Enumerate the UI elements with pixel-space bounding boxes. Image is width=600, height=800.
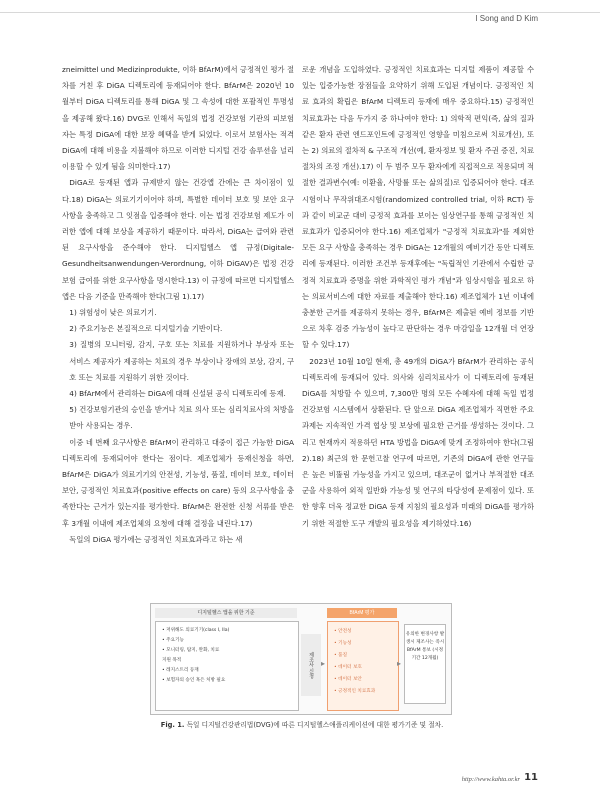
evaluation-item: • 긍정적인 치료효과 xyxy=(334,689,376,694)
paragraph: 로운 개념을 도입하였다. 긍정적인 치료효과는 디지털 제품이 제공할 수 있는 입증가능한 장점들을 요약하기 위해 도입된 개념이다. 긍정적인 치료 효과의 확립은 BfArM 디렉토리 등재에 매우 중요하다.15) 긍정적인 치료효과는 다음 두가지 중 하나여야 한다: 1) 의학적 편익(즉, 삶의 질과 같은 환자 관련 엔드포인트에 긍정적인 영향을 미침으로써 치료개선), 또는 2) 의료의 절차적 & 구조적 개선(예, 환자정보 및 환자 주권 증진, 치료절차의 조정 개선).17) 이 두 범주 모두 환자에게 직접적으로 적용되며 적절한 결과변수(예: 이환율, 사망률 또는 삶의질)로 입증되어야 한다. 대조시험이나 무작위대조시험(randomized controlled trial, 이하 RCT) 등과 같이 비교군 대비 긍정적 효과를 보이는 임상연구를 통해 긍정적인 치료효과가 입증되어야 한다.16) 제조업체가 "긍정적 치료효과"를 제외한 모든 요구 사항을 충족하는 경우 DiGA는 12개월의 예비기간 동안 디렉토리에 등재된다. 이러한 조건부 등재후에는 "독립적인 기관에서 수립한 긍정적 치료효과 증명을 위한 과학적인 평가 개념"과 임상시험을 필요로 하는 의료서비스에 대한 자료를 제출해야 한다.16) 제조업체가 1년 이내에 충분한 근거를 제공하지 못하는 경우, BfArM은 제출된 예비 정보를 기반으로 차후 검증 가능성이 높다고 판단하는 경우 마감일을 12개월 더 연장할 수 있다.17) xyxy=(302,65,534,350)
left-column xyxy=(62,62,294,548)
caption-text: 독일 디지털건강관리법(DVG)에 따른 디지털헬스애플리케이션에 대한 평가기준 및 절차. xyxy=(184,721,444,729)
journal-url[interactable]: http://www.kahta.or.kr xyxy=(461,776,520,783)
evaluation-item: • 안전성 xyxy=(334,629,352,634)
evaluation-item: • 데이터 보안 xyxy=(334,677,362,682)
paragraph: zneimittel und Medizinprodukte, 이하 BfArM)에서 긍정적인 평가 절차를 거친 후 DiGA 디렉토리에 등재되어야 한다. BfArM은 2020년 10월부터 DiGA 디렉토리를 통해 DiGA 및 그 속성에 대한 포괄적인 투명성을 제공해 왔다.16) DVG로 인해서 독일의 법정 건강보험 기관의 피보험자는 특정 DiGA에 대한 보장 혜택을 받게 되었다. 이로서 보험사는 적격 DiGA에 대해 비용을 지불해야 하므로 이러한 디지털 건강 솔루션을 널리 이용할 수 있게 됨을 의미한다.17) xyxy=(62,65,294,172)
right-column xyxy=(302,62,534,532)
application-step: 제조사 신청 xyxy=(301,634,321,696)
criteria-item: 지원 목적 xyxy=(162,658,182,663)
paragraph: 이중 네 번째 요구사항은 BfArM이 관리하고 대중이 접근 가능한 DiGA 디렉토리에 등재되어야 한다는 점이다. 제조업체가 등재신청을 하면, BfArM은 DiGA가 의료기기의 안전성, 기능성, 품질, 데이터 보호, 데이터 보안, 긍정적인 치료효과(positive effects on care) 등의 요구사항을 충족한다는 근거가 있는지를 평가한다. BfArM은 완전한 신청 서류를 받은 후 3개월 이내에 제조업체의 요청에 대해 결정을 내린다.17) xyxy=(62,437,294,528)
caption-label: Fig. 1. xyxy=(160,721,185,729)
evaluation-box xyxy=(327,621,402,711)
criteria-item: • 모니터링, 탐지, 완화, 치료 xyxy=(162,648,220,653)
list-item: 3) 질병의 모니터링, 감지, 구호 또는 치료를 지원하거나 부상자 또는 서비스 제공자가 제공하는 치료의 경우 부상이나 장애의 보상, 감지, 구호 또는 치료를 지원하기 위한 것이다. xyxy=(69,340,294,382)
change-notice-box: 유의한 변경사항 발생시 제조사는 즉시 BfArM 통보 (시정기간 12개월) xyxy=(404,624,446,704)
header-rule xyxy=(0,12,600,13)
list-item: 4) BfArM에서 관리하는 DiGA에 대해 신설된 공식 디렉토리에 등재. xyxy=(69,389,286,399)
list-item: 2) 주요기능은 본질적으로 디지털기술 기반이다. xyxy=(69,324,223,334)
running-head: I Song and D Kim xyxy=(475,14,538,23)
criteria-item: • 저위해도 의료기기(class I, IIa) xyxy=(162,628,230,633)
evaluation-item: • 기능성 xyxy=(334,641,352,646)
criteria-item: • 레지스트리 등재 xyxy=(162,668,199,673)
evaluation-item: • 품질 xyxy=(334,653,348,658)
list-item: 5) 건강보험기관의 승인을 받거나 치료 의사 또는 심리치료사의 처방을 받아 사용되는 경우. xyxy=(69,405,294,431)
figure-caption xyxy=(92,719,512,729)
criteria-item: • 보험자의 승인 혹은 처방 필요 xyxy=(162,678,226,683)
paragraph: DiGA로 등재된 앱과 규제받지 않는 건강앱 간에는 큰 차이점이 있다.18) DiGA는 의료기기이어야 하며, 특별한 데이터 보호 및 보안 요구 사항을 충족하고 그 잇점을 입증해야 한다. 이는 법정 건강보험 제도가 이러한 앱에 대해 보상을 제공하기 때문이다. 따라서, DiGA는 급여와 관련된 요구사항을 준수해야 한다. 디지털헬스 앱 규정(Digitale-Gesundheitsanwendungen-Verordnung, 이하 DiGAV)은 법정 건강보험 급여를 위한 요구사항을 명시한다.13) 이 규정에 따르면 디지털헬스앱은 다음 기준을 만족해야 한다(그림 1).17) xyxy=(62,178,294,301)
criteria-box-title: 디지털헬스 앱을 위한 기준 xyxy=(155,608,297,618)
criteria-item: • 주요기능 xyxy=(162,638,184,643)
arrow-right-icon: ▸ xyxy=(397,659,402,668)
list-item: 1) 위험성이 낮은 의료기기. xyxy=(69,308,157,318)
figure-1 xyxy=(150,603,452,715)
arrow-right-icon: ▸ xyxy=(321,659,326,668)
criteria-box xyxy=(155,621,299,711)
evaluation-box-title: BfArM 평가 xyxy=(327,608,397,618)
page-number: 11 xyxy=(524,772,538,783)
paragraph: 2023년 10월 10일 현재, 총 49개의 DiGA가 BfArM가 관리하는 공식 디렉토리에 등재되어 있다. 의사와 심리치료사가 이 디렉토리에 등재된 DiGA를 처방할 수 있으며, 7,300만 명의 모든 수혜자에 대해 독일 법정 건강보험 시스템에서 상환된다. 단 앞으로 DiGA 제조업체가 직면한 주요 과제는 지속적인 가격 협상 및 보상에 필요한 근거를 생성하는 것이다. 그리고 현재까지 적용하던 HTA 방법을 DiGA에 맞게 조정하여야 한다(그림 2).18) 최근의 한 문헌고찰 연구에 따르면, 기존의 DiGA에 관한 연구들은 높은 비뚤림 가능성을 가지고 있으며, 대조군이 없거나 부적절한 대조군을 사용하여 외적 일반화 가능성 및 연구의 타당성에 문제점이 있다. 또한 향후 더욱 정교한 DiGA 등재 지침의 필요성과 미래의 DiGA를 평가하기 위한 적절한 도구 개발의 필요성을 제기하였다.16) xyxy=(302,356,534,528)
paragraph: 독일의 DiGA 평가에는 긍정적인 치료효과라고 하는 새 xyxy=(69,534,243,544)
criteria-list xyxy=(62,305,294,435)
evaluation-item: • 데이터 보호 xyxy=(334,665,362,670)
